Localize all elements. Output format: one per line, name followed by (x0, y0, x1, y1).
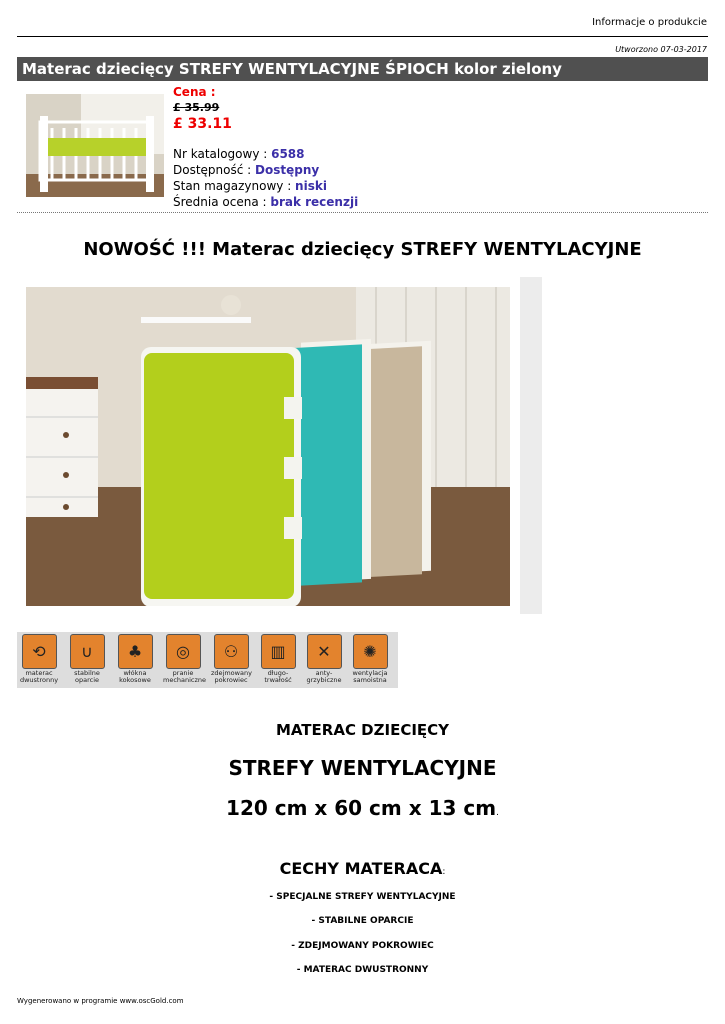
stock-value: niski (295, 179, 327, 193)
feature-item: - ZDEJMOWANY POKROWIEC (291, 941, 434, 951)
dimensions-suffix: . (496, 808, 499, 818)
stable-support-icon: ∪ stabilne oparcie (67, 634, 107, 686)
current-price: £ 33.11 (173, 116, 232, 132)
product-title: Materac dziecięcy STREFY WENTYLACYJNE ŚPIOCH kolor zielony (17, 57, 708, 81)
product-thumbnail[interactable] (26, 94, 164, 197)
subheading-mattress: MATERAC DZIECIĘCY (275, 721, 450, 739)
ventilation-icon: ✺ wentylacja samoistna (350, 634, 390, 686)
antifungal-icon: ✕ anty- grzybiczne (304, 634, 344, 686)
subheading-zones: STREFY WENTYLACYJNE (228, 756, 497, 780)
feature-icons-strip (17, 632, 398, 688)
stock-row (173, 178, 358, 194)
feature-item: - MATERAC DWUSTRONNY (296, 965, 429, 975)
header-title: Informacje o produkcie (592, 17, 707, 28)
durability-icon: ▥ długo- trwałość (258, 634, 298, 686)
rating-label: Średnia ocena : (173, 195, 271, 209)
availability-row (173, 162, 358, 178)
product-info (173, 84, 358, 210)
image-side-strip (520, 277, 542, 614)
footer-text: Wygenerowano w programie www.oscGold.com (17, 997, 184, 1005)
header-divider (17, 36, 708, 37)
catalog-number-value: 6588 (271, 147, 305, 161)
washing-icon: ◎ pranie mechaniczne (163, 634, 203, 686)
catalog-number-row (173, 146, 358, 162)
feature-item: - STABILNE OPARCIE (311, 916, 414, 926)
features-heading-text: CECHY MATERACA (279, 859, 443, 878)
coconut-fiber-icon: ♣ włókna kokosowe (115, 634, 155, 686)
features-heading-suffix: : (442, 867, 446, 877)
double-sided-icon: ⟲ materac dwustronny (19, 634, 59, 686)
created-date: Utworzono 07-03-2017 (615, 45, 707, 54)
features-heading (0, 859, 725, 878)
crib-thumbnail-image (26, 94, 164, 197)
description-heading: NOWOŚĆ !!! Materac dziecięcy STREFY WENTYLACYJNE (83, 239, 642, 260)
price-label: Cena : (173, 85, 216, 99)
dimensions-heading (0, 796, 725, 820)
stock-label: Stan magazynowy : (173, 179, 296, 193)
old-price: £ 35.99 (173, 101, 220, 114)
availability-label: Dostępność : (173, 163, 256, 177)
dimensions-text: 120 cm x 60 cm x 13 cm (226, 796, 497, 820)
rating-row (173, 194, 358, 210)
feature-item: - SPECJALNE STREFY WENTYLACYJNE (269, 892, 456, 902)
catalog-number-label: Nr katalogowy : (173, 147, 272, 161)
rating-value[interactable]: brak recenzji (270, 195, 359, 209)
product-photo[interactable] (26, 287, 510, 606)
mattresses-photo-image (26, 287, 510, 606)
removable-cover-icon: ⚇ zdejmowany pokrowiec (211, 634, 251, 686)
section-divider (17, 212, 708, 213)
availability-value: Dostępny (255, 163, 320, 177)
